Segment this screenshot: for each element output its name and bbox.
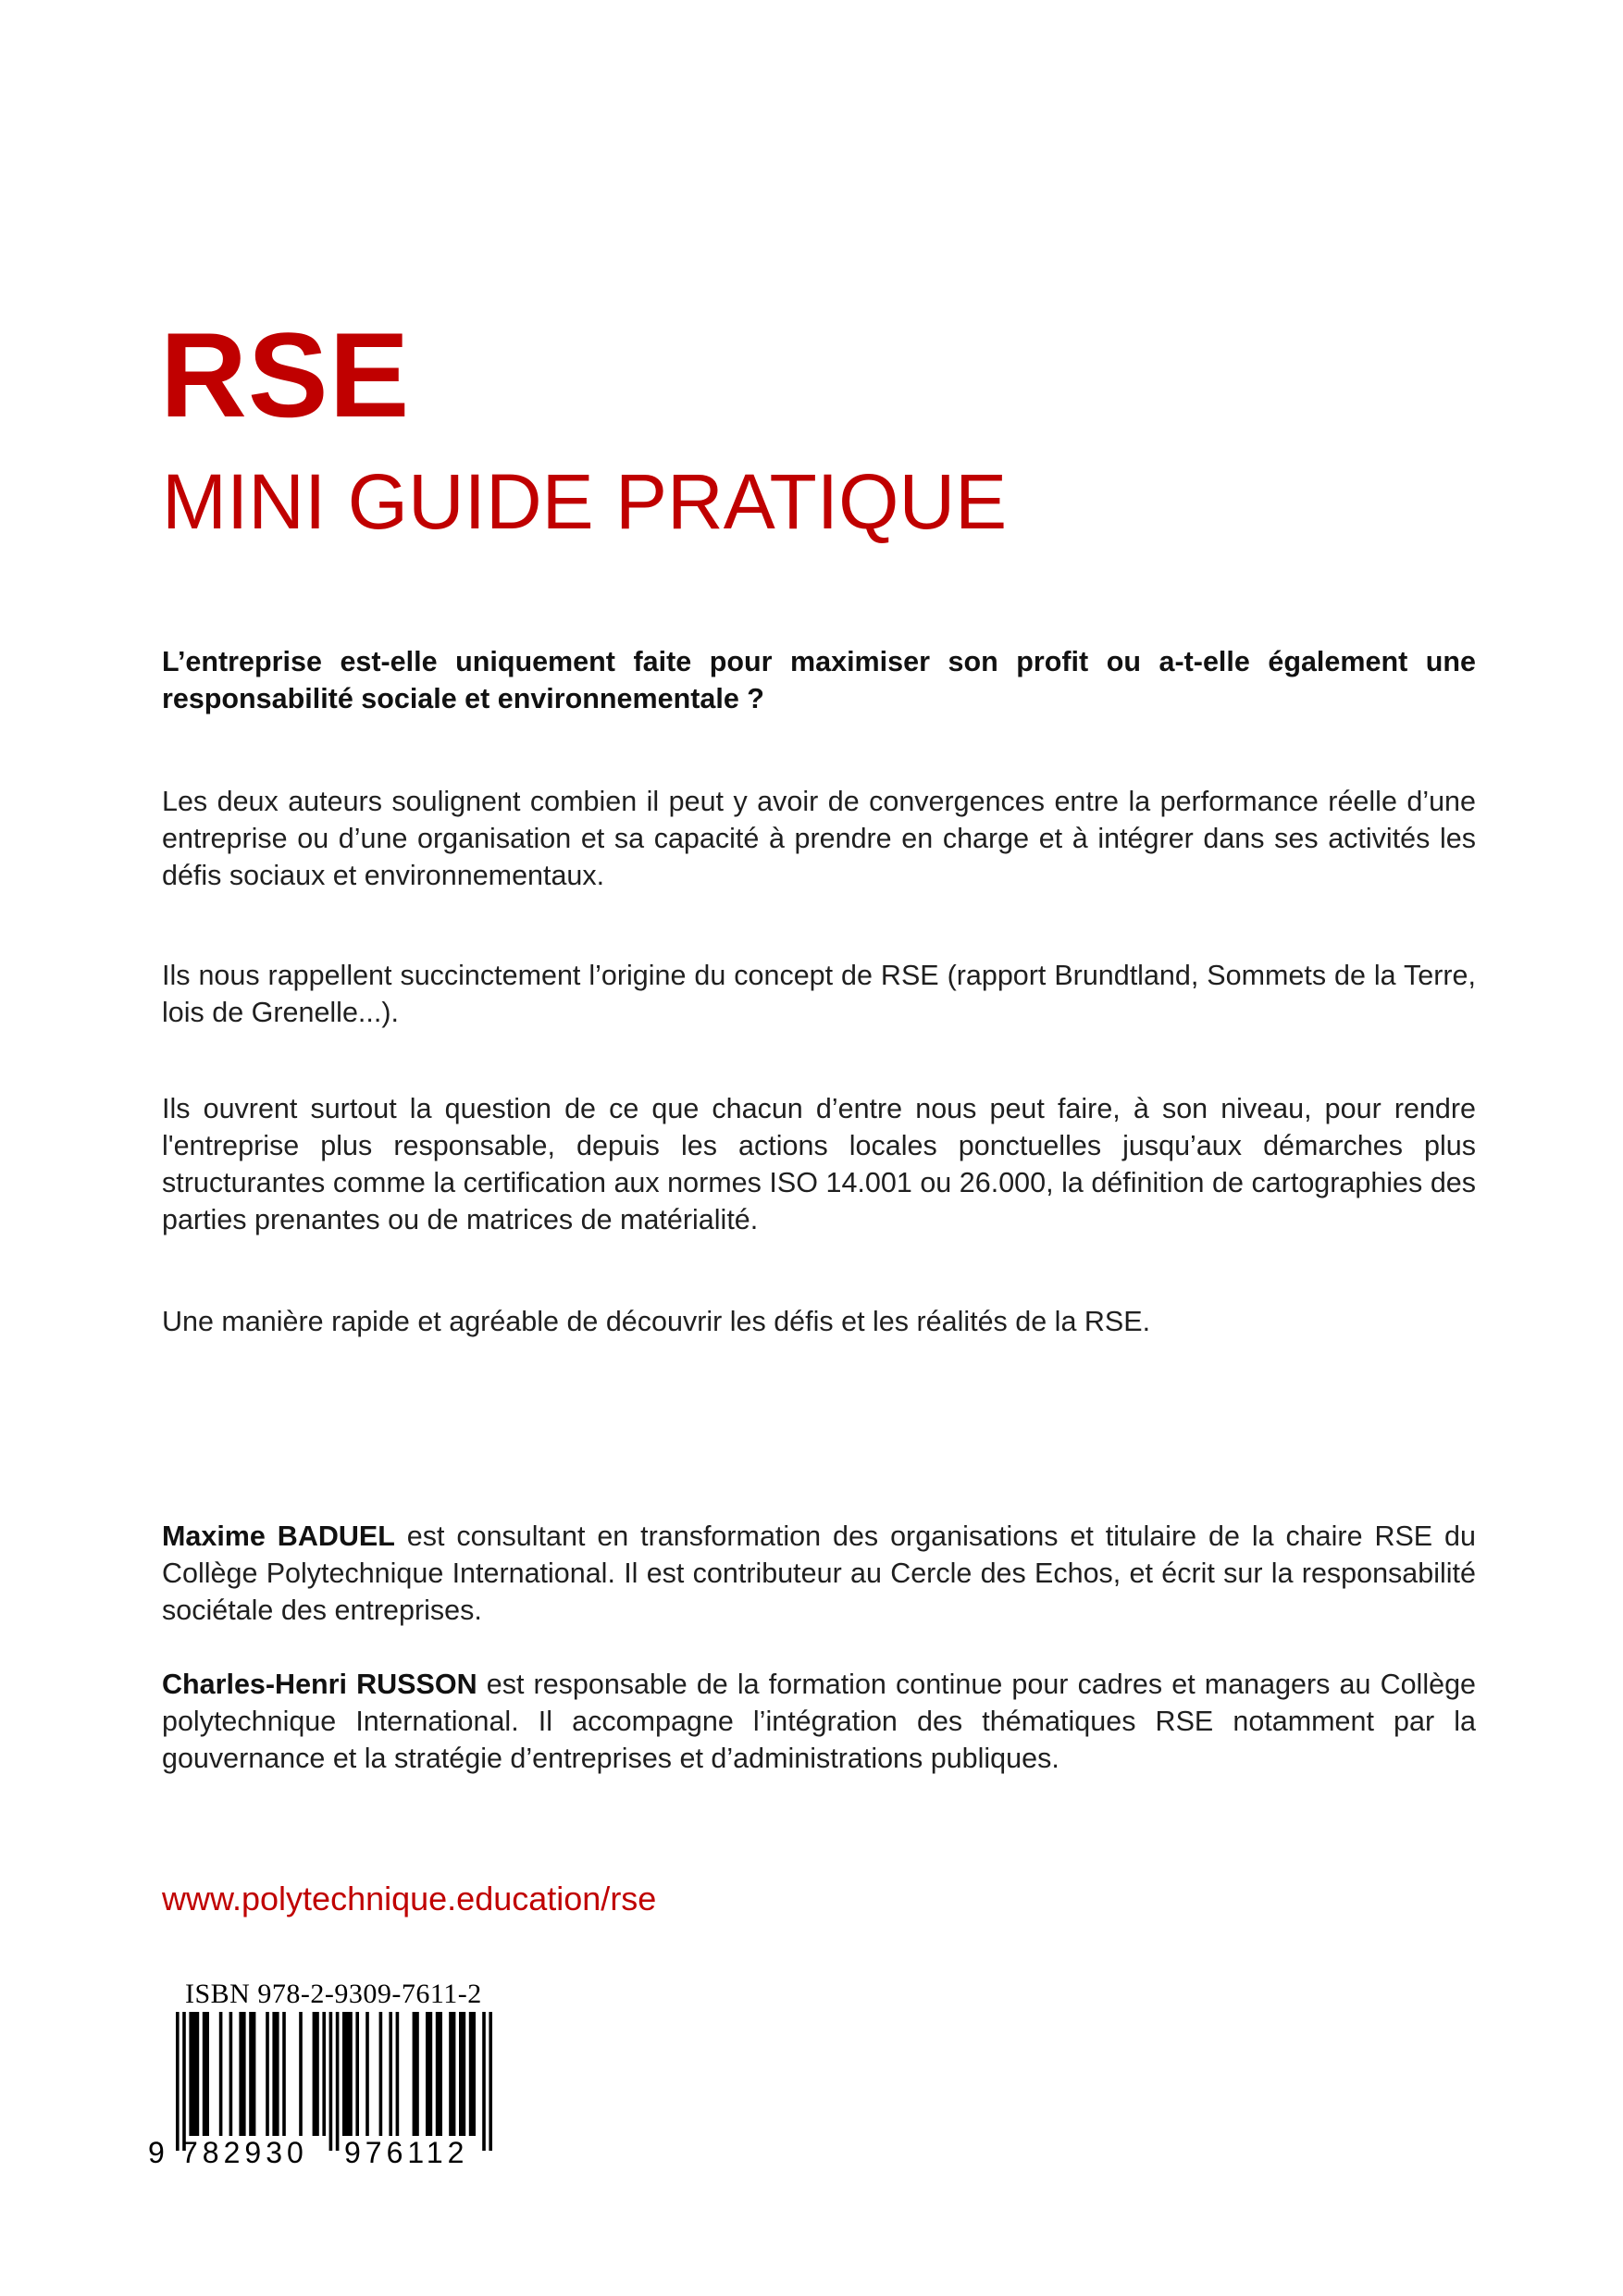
barcode-digits-left: 782930	[181, 2136, 308, 2169]
barcode-digits	[148, 2138, 537, 2169]
barcode-bar	[203, 2012, 209, 2136]
summary-paragraph-2: Ils nous rappellent succinctement l’origine du concept de RSE (rapport Brundtland, Sommets de la Terre, lois de Grenelle...).	[162, 960, 1476, 1028]
author-name-2: Charles-Henri RUSSON	[162, 1669, 477, 1700]
barcode-bar	[322, 2012, 326, 2136]
cover-title: RSE	[160, 307, 411, 442]
barcode-bar	[379, 2012, 383, 2136]
barcode-bar	[249, 2012, 255, 2136]
barcode-bar	[413, 2012, 419, 2136]
barcode-guard-bar	[176, 2012, 180, 2151]
barcode-bar	[396, 2012, 400, 2136]
barcode-bar	[389, 2012, 392, 2136]
barcode-digits-right: 976112	[344, 2136, 469, 2169]
author-bio-text-2: est responsable de la formation continue pour cadres et managers au Collège polytechnique International. Il accompagne l’intégration des thématiques RSE notamment par la gouvernance et la stratégie d’entreprises et d’administrations publiques.	[162, 1669, 1476, 1774]
isbn-label: ISBN 978-2-9309-7611-2	[185, 1979, 482, 2009]
barcode-bar	[299, 2012, 303, 2136]
author-bio-1	[162, 1518, 1476, 1629]
barcode-bar	[272, 2012, 279, 2136]
summary-paragraph-1: Les deux auteurs soulignent combien il peut y avoir de convergences entre la performance réelle d’une entreprise ou d’une organisation et sa capacité à prendre en charge et à intégrer dans ses activités les défis sociaux et environnementaux.	[162, 786, 1476, 891]
barcode-bar	[365, 2012, 369, 2136]
barcode-bar	[355, 2012, 359, 2136]
author-name-1: Maxime BADUEL	[162, 1520, 395, 1552]
barcode-bar	[313, 2012, 319, 2136]
barcode-bar	[266, 2012, 269, 2136]
cover-subtitle: MINI GUIDE PRATIQUE	[162, 458, 1008, 545]
barcode-guard-bar	[182, 2012, 186, 2151]
summary-paragraph-4: Une manière rapide et agréable de découvrir les défis et les réalités de la RSE.	[162, 1306, 1151, 1337]
summary-paragraph-3: Ils ouvrent surtout la question de ce que chacun d’entre nous peut faire, à son niveau, pour rendre l'entreprise plus responsable, depuis les actions locales ponctuelles jusqu’aux démarches plus structurantes comme la certification aux normes ISO 14.001 ou 26.000, la définition de cartographies des parties prenantes ou de matrices de matérialité.	[162, 1093, 1476, 1235]
lead-question: L’entreprise est-elle uniquement faite pour maximiser son profit ou a-t-elle également une responsabilité sociale et environnementale ?	[162, 646, 1476, 714]
website-link[interactable]: www.polytechnique.education/rse	[162, 1880, 657, 1917]
barcode-bars	[148, 2012, 537, 2151]
barcode-bar	[449, 2012, 455, 2136]
barcode-bar	[219, 2012, 223, 2136]
barcode-bar	[342, 2012, 353, 2136]
barcode-bar	[189, 2012, 199, 2136]
barcode-bar	[239, 2012, 245, 2136]
barcode-bar	[229, 2012, 233, 2136]
barcode-bar	[436, 2012, 442, 2136]
barcode-guard-bar	[329, 2012, 333, 2151]
author-bio-text-1: est consultant en transformation des organisations et titulaire de la chaire RSE du Collège Polytechnique International. Il est contributeur au Cercle des Echos, et écrit sur la responsabilité sociétale des entreprises.	[162, 1520, 1476, 1626]
barcode-guard-bar	[482, 2012, 486, 2151]
author-bio-2	[162, 1666, 1476, 1777]
barcode-bar	[459, 2012, 465, 2136]
isbn-barcode	[148, 1979, 537, 2169]
barcode-bar	[426, 2012, 432, 2136]
barcode-guard-bar	[489, 2012, 492, 2151]
barcode-bar	[469, 2012, 476, 2136]
barcode-bar	[282, 2012, 286, 2136]
barcode-digit-prefix: 9	[148, 2136, 165, 2169]
barcode-guard-bar	[336, 2012, 340, 2151]
